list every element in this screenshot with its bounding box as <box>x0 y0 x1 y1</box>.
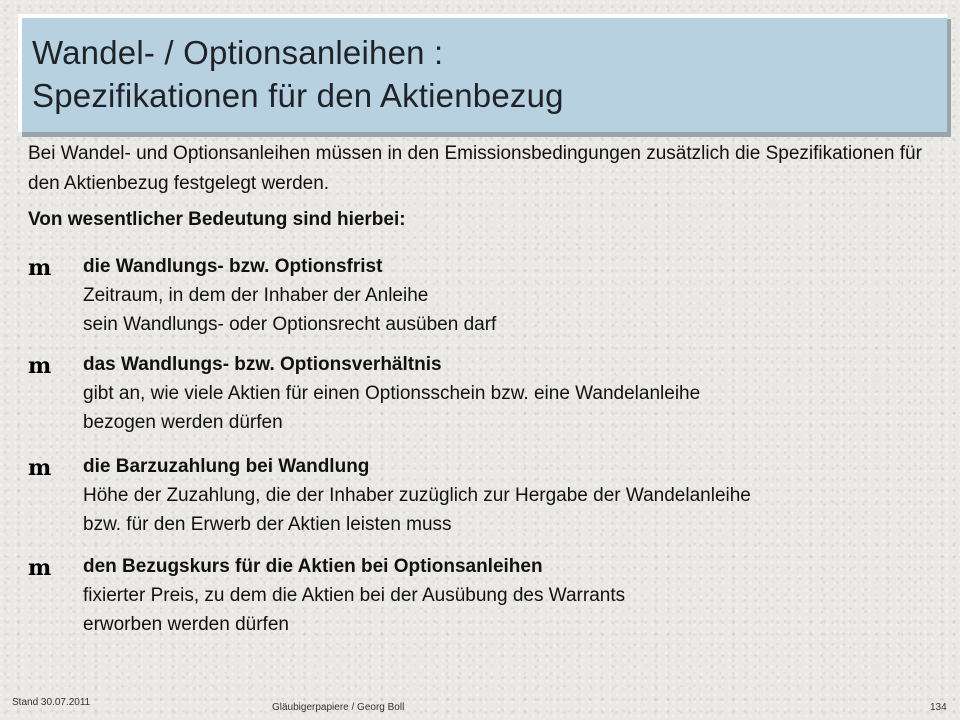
bullet-text-line: fixierter Preis, zu dem die Aktien bei der Ausübung des Warrants <box>83 585 626 606</box>
bullet-icon: m <box>28 555 52 581</box>
bullet-heading: den Bezugskurs für die Aktien bei Optionsanleihen <box>83 556 543 577</box>
bullet-icon: m <box>28 353 52 379</box>
title-box <box>18 14 947 132</box>
footer-date: Stand 30.07.2011 <box>12 697 91 708</box>
bullet-text-line: bezogen werden dürfen <box>83 412 283 433</box>
footer-author: Gläubigerpapiere / Georg Boll <box>272 702 405 713</box>
slide-title-line-2: Spezifikationen für den Aktienbezug <box>32 77 564 114</box>
page-number: 134 <box>930 702 947 713</box>
bullet-text-line: sein Wandlungs- oder Optionsrecht ausüben darf <box>83 314 497 335</box>
bullet-text-line: Zeitraum, in dem der Inhaber der Anleihe <box>83 285 429 306</box>
bullet-text-line: gibt an, wie viele Aktien für einen Optionsschein bzw. eine Wandelanleihe <box>83 383 701 404</box>
bullet-heading: das Wandlungs- bzw. Optionsverhältnis <box>83 354 442 375</box>
bullet-icon: m <box>28 255 52 281</box>
bullet-icon: m <box>28 455 52 481</box>
intro-paragraph: Bei Wandel- und Optionsanleihen müssen in den Emissionsbedingungen zusätzlich die Spezifikationen für den Aktienbezug festgelegt werden. <box>28 143 922 194</box>
bullet-text-line: bzw. für den Erwerb der Aktien leisten muss <box>83 514 452 535</box>
slide-title-line-1: Wandel- / Optionsanleihen : <box>32 34 444 71</box>
bullet-text-line: Höhe der Zuzahlung, die der Inhaber zuzüglich zur Hergabe der Wandelanleihe <box>83 485 751 506</box>
bullet-heading: die Wandlungs- bzw. Optionsfrist <box>83 256 383 277</box>
bullet-text-line: erworben werden dürfen <box>83 614 289 635</box>
lead-text: Von wesentlicher Bedeutung sind hierbei: <box>28 209 406 230</box>
bullet-heading: die Barzuzahlung bei Wandlung <box>83 456 370 477</box>
